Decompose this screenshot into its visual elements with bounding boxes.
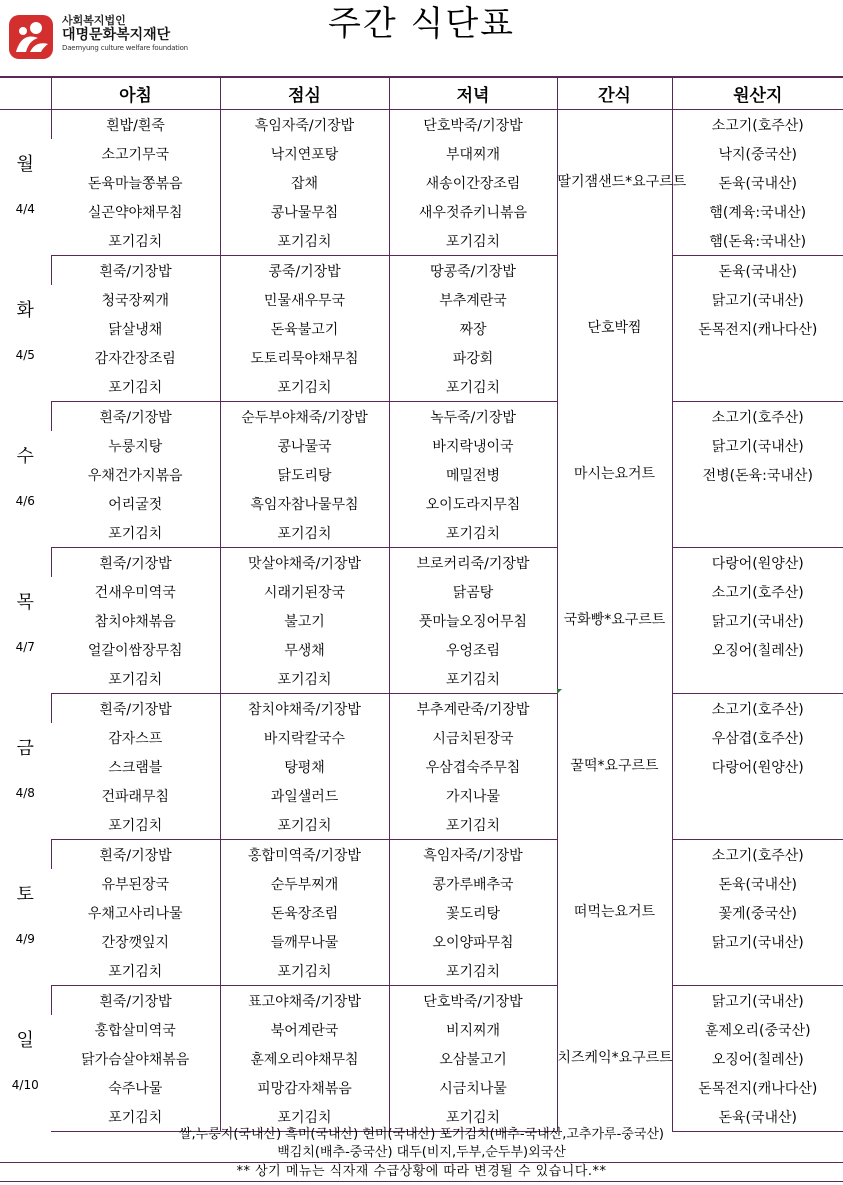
footer-notice: ** 상기 메뉴는 식자재 수급상황에 따라 변경될 수 있습니다.** [0,1162,843,1182]
lunch-item: 바지락칼국수 [220,723,389,752]
lunch-item: 시래기된장국 [220,577,389,606]
lunch-item: 피망감자채볶음 [220,1073,389,1102]
lunch-item: 도토리묵야채무침 [220,343,389,372]
origin-item [672,372,843,402]
dinner-item: 닭곰탕 [389,577,557,606]
origin-item: 훈제오리(중국산) [672,1015,843,1044]
menu-row [0,518,843,548]
menu-row [0,869,843,898]
menu-row [0,723,843,752]
origin-item [672,956,843,986]
day-date: 4/9 [15,931,35,946]
lunch-item: 포기김치 [220,226,389,256]
origin-item: 다랑어(원양산) [672,752,843,781]
dinner-item: 부추계란죽/기장밥 [389,694,557,724]
day-date: 4/7 [15,639,35,654]
breakfast-item: 유부된장국 [101,876,170,893]
breakfast-item: 포기김치 [51,1102,220,1132]
header-lunch: 점심 [220,77,389,110]
dinner-item: 녹두죽/기장밥 [389,402,557,432]
lunch-item: 순두부야채죽/기장밥 [220,402,389,432]
footer [0,1126,843,1182]
dinner-item: 메밀전병 [389,460,557,489]
day-name: 일 [16,1029,34,1051]
origin-item: 소고기(호주산) [672,577,843,606]
menu-body [0,110,843,1132]
dinner-item: 바지락냉이국 [389,431,557,460]
dinner-item: 오이양파무침 [389,927,557,956]
lunch-item: 콩죽/기장밥 [220,256,389,286]
breakfast-item: 포기김치 [51,810,220,840]
lunch-item: 닭도리탕 [220,460,389,489]
day-cell [0,986,51,1132]
header-day [0,77,51,110]
menu-row [0,110,843,140]
lunch-item: 표고야채죽/기장밥 [220,986,389,1016]
origin-item: 돈육(국내산) [672,1102,843,1132]
menu-row [0,781,843,810]
dinner-item: 가지나물 [389,781,557,810]
breakfast-item: 닭가슴살야채볶음 [81,1051,190,1068]
origin-item: 소고기(호주산) [672,694,843,724]
day-cell [0,256,51,402]
menu-row [0,314,843,343]
breakfast-item: 흰죽/기장밥 [51,986,220,1016]
menu-row [0,694,843,724]
dinner-item: 땅콩죽/기장밥 [389,256,557,286]
origin-item: 낙지(중국산) [672,139,843,168]
footer-origin-line-2: 백김치(배추-중국산) 대두(비지,두부,순두부)외국산 [277,1145,566,1160]
breakfast-item: 포기김치 [51,956,220,986]
menu-row [0,256,843,286]
lunch-item: 과일샐러드 [220,781,389,810]
lunch-item: 포기김치 [220,664,389,694]
lunch-item: 돈육장조림 [220,898,389,927]
origin-item: 돈육(국내산) [672,168,843,197]
menu-row [0,343,843,372]
origin-item: 닭고기(국내산) [672,606,843,635]
breakfast-item: 누룽지탕 [108,438,163,455]
day-name: 토 [16,883,34,905]
snack-item: 국화빵*요구르트 [557,548,672,694]
day-name: 화 [16,299,34,321]
origin-item: 햄(계육:국내산) [672,197,843,226]
lunch-item: 포기김치 [220,1102,389,1132]
lunch-item: 훈제오리야채무침 [220,1044,389,1073]
origin-item: 닭고기(국내산) [672,431,843,460]
lunch-item: 돈육불고기 [220,314,389,343]
menu-row [0,927,843,956]
header-row [0,77,843,110]
lunch-item: 잡채 [220,168,389,197]
breakfast-item: 숙주나물 [108,1080,163,1097]
lunch-item: 불고기 [220,606,389,635]
day-date: 4/4 [15,201,35,216]
dinner-item: 포기김치 [389,956,557,986]
breakfast-item: 돈육마늘쫑볶음 [87,175,183,192]
foundation-korean-name: 대명문화복지재단 [62,27,171,43]
day-cell [0,110,51,256]
dinner-item: 포기김치 [389,810,557,840]
lunch-item: 무생채 [220,635,389,664]
origin-item: 꽃게(중국산) [672,898,843,927]
day-name: 목 [16,591,34,613]
menu-row [0,285,843,314]
origin-item: 닭고기(국내산) [672,986,843,1016]
origin-item: 닭고기(국내산) [672,927,843,956]
breakfast-item: 홍합살미역국 [94,1022,176,1039]
dinner-item: 풋마늘오징어무침 [389,606,557,635]
origin-item: 소고기(호주산) [672,402,843,432]
lunch-item: 참치야채죽/기장밥 [220,694,389,724]
day-date: 4/10 [11,1077,39,1092]
breakfast-item: 우채고사리나물 [87,905,183,922]
breakfast-item: 흰죽/기장밥 [51,694,220,724]
breakfast-item: 감자스프 [108,730,163,747]
origin-item: 햄(돈육:국내산) [672,226,843,256]
origin-item [672,664,843,694]
lunch-item: 콩나물무침 [220,197,389,226]
lunch-item: 포기김치 [220,372,389,402]
dinner-item: 우삼겹숙주무침 [389,752,557,781]
day-name: 월 [16,153,34,175]
origin-item: 돈목전지(캐나다산) [672,1073,843,1102]
breakfast-item: 건파래무침 [101,788,170,805]
dinner-item: 콩가루배추국 [389,869,557,898]
breakfast-item: 포기김치 [51,226,220,256]
breakfast-item: 포기김치 [51,664,220,694]
day-cell [0,402,51,548]
origin-item [672,781,843,810]
dinner-item: 우엉조림 [389,635,557,664]
breakfast-item: 닭살냉채 [108,321,163,338]
dinner-item: 오삼불고기 [389,1044,557,1073]
origin-item: 닭고기(국내산) [672,285,843,314]
menu-row [0,1073,843,1102]
menu-row [0,664,843,694]
dinner-item: 새우젓쥬키니볶음 [389,197,557,226]
lunch-item: 흑임자참나물무침 [220,489,389,518]
dinner-item: 포기김치 [389,664,557,694]
lunch-item: 순두부찌개 [220,869,389,898]
breakfast-item: 흰죽/기장밥 [51,256,220,286]
menu-row [0,548,843,578]
menu-row [0,956,843,986]
origin-item: 돈육(국내산) [672,256,843,286]
header-dinner: 저녁 [389,77,557,110]
breakfast-item: 참치야채볶음 [94,613,176,630]
lunch-item: 흑임자죽/기장밥 [220,110,389,140]
origin-item: 오징어(칠레산) [672,635,843,664]
menu-row [0,606,843,635]
breakfast-item: 흰밥/흰죽 [51,110,220,140]
snack-item: 꿀떡*요구르트 [557,694,672,840]
breakfast-item: 간장깻잎지 [101,934,170,951]
menu-row [0,489,843,518]
lunch-item: 홍합미역죽/기장밥 [220,840,389,870]
breakfast-item: 흰죽/기장밥 [51,402,220,432]
dinner-item: 짜장 [389,314,557,343]
menu-row [0,431,843,460]
header-breakfast: 아침 [51,77,220,110]
weekly-menu-table [0,76,843,1132]
page-title: 주간 식단표 [327,4,516,44]
page-header [0,0,843,76]
dinner-item: 흑임자죽/기장밥 [389,840,557,870]
origin-item: 소고기(호주산) [672,110,843,140]
breakfast-item: 감자간장조림 [94,350,176,367]
dinner-item: 새송이간장조림 [389,168,557,197]
day-name: 금 [16,737,34,759]
dinner-item: 브로커리죽/기장밥 [389,548,557,578]
breakfast-item: 흰죽/기장밥 [51,840,220,870]
menu-row [0,139,843,168]
dinner-item: 시금치나물 [389,1073,557,1102]
origin-item [672,518,843,548]
origin-item: 돈육(국내산) [672,869,843,898]
origin-item: 소고기(호주산) [672,840,843,870]
header-snack: 간식 [557,77,672,110]
dinner-item: 부대찌개 [389,139,557,168]
day-date: 4/6 [15,493,35,508]
menu-row [0,840,843,870]
dinner-item: 단호박죽/기장밥 [389,110,557,140]
menu-row [0,372,843,402]
lunch-item: 포기김치 [220,518,389,548]
breakfast-item: 실곤약야채무침 [87,204,183,221]
menu-row [0,226,843,256]
menu-row [0,168,843,197]
day-date: 4/8 [15,785,35,800]
lunch-item: 포기김치 [220,956,389,986]
menu-row [0,577,843,606]
lunch-item: 콩나물국 [220,431,389,460]
dinner-item: 포기김치 [389,372,557,402]
breakfast-item: 어리굴젓 [108,496,163,513]
origin-item: 오징어(칠레산) [672,1044,843,1073]
origin-item: 우삼겹(호주산) [672,723,843,752]
breakfast-item: 포기김치 [51,518,220,548]
day-cell [0,840,51,986]
origin-item: 전병(돈육:국내산) [672,460,843,489]
menu-row [0,460,843,489]
snack-item: 단호박찜 [557,256,672,402]
breakfast-item: 포기김치 [51,372,220,402]
snack-item: 치즈케익*요구르트 [557,986,672,1132]
dinner-item: 포기김치 [389,518,557,548]
breakfast-item: 얼갈이쌈장무침 [87,642,183,659]
day-cell [0,694,51,840]
origin-item: 다랑어(원양산) [672,548,843,578]
menu-row [0,197,843,226]
lunch-item: 민물새우무국 [220,285,389,314]
dinner-item: 비지찌개 [389,1015,557,1044]
menu-row [0,752,843,781]
dinner-item: 포기김치 [389,1102,557,1132]
breakfast-item: 스크램블 [108,759,163,776]
snack-item: 떠먹는요거트 [557,840,672,986]
origin-item: 돈목전지(캐나다산) [672,314,843,343]
dinner-item: 포기김치 [389,226,557,256]
lunch-item: 들깨무나물 [220,927,389,956]
origin-item [672,343,843,372]
breakfast-item: 우채건가지볶음 [87,467,183,484]
lunch-item: 맛살야채죽/기장밥 [220,548,389,578]
dinner-item: 부추계란국 [389,285,557,314]
lunch-item: 탕평채 [220,752,389,781]
menu-row [0,810,843,840]
lunch-item: 북어계란국 [220,1015,389,1044]
breakfast-item: 흰죽/기장밥 [51,548,220,578]
breakfast-item: 소고기무국 [101,146,170,163]
day-date: 4/5 [15,347,35,362]
snack-item: 딸기잼샌드*요구르트 [557,110,672,256]
dinner-item: 파강회 [389,343,557,372]
footer-origin-line-1: 쌀,누룽지(국내산) 흑미(국내산) 현미(국내산) 포기김치(배추-국내산,고추가루-중국산) [178,1127,665,1142]
breakfast-item: 청국장찌개 [101,292,170,309]
lunch-item: 낙지연포탕 [220,139,389,168]
dinner-item: 시금치된장국 [389,723,557,752]
origin-item [672,489,843,518]
dinner-item: 오이도라지무침 [389,489,557,518]
day-cell [0,548,51,694]
foundation-english-name: Daemyung culture welfare foundation [62,44,188,52]
menu-row [0,986,843,1016]
menu-row [0,635,843,664]
lunch-item: 포기김치 [220,810,389,840]
origin-item [672,810,843,840]
day-name: 수 [16,445,34,467]
menu-row [0,402,843,432]
dinner-item: 단호박죽/기장밥 [389,986,557,1016]
menu-row [0,1015,843,1044]
dinner-item: 꽃도리탕 [389,898,557,927]
menu-row [0,898,843,927]
menu-row [0,1044,843,1073]
header-origin: 원산지 [672,77,843,110]
snack-item: 마시는요거트 [557,402,672,548]
foundation-type: 사회복지법인 [62,14,126,27]
cell-comment-marker [557,689,562,694]
breakfast-item: 건새우미역국 [94,584,176,601]
